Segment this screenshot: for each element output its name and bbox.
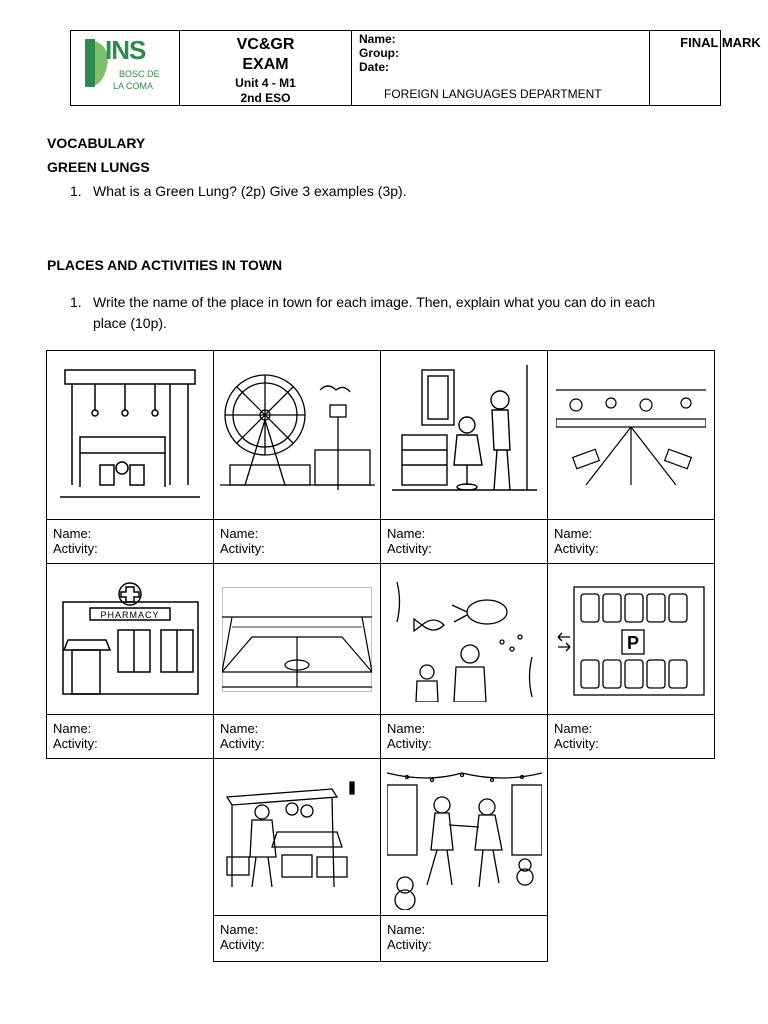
ice-skating-icon	[387, 765, 542, 910]
answer-cell	[380, 915, 548, 962]
image-cafe	[46, 350, 214, 520]
activity-field-label: Activity:	[387, 736, 432, 751]
name-field-label: Name:	[387, 922, 426, 937]
group-label: Group:	[359, 46, 399, 60]
green-lung-question: What is a Green Lung? (2p) Give 3 examples (3p).	[93, 183, 407, 199]
answer-cell	[213, 519, 381, 564]
logo-line1: BOSC DE	[119, 69, 160, 79]
student-info-box	[352, 31, 650, 105]
answer-cell	[213, 714, 381, 759]
logo-line2: LA COMA	[113, 81, 154, 91]
exam-title-line2: EXAM	[242, 56, 289, 73]
answer-cell	[46, 714, 214, 759]
cafe-icon	[60, 365, 200, 505]
activity-field-label: Activity:	[220, 937, 265, 952]
image-car-park	[547, 563, 715, 715]
q1-number: 1.	[70, 183, 82, 199]
image-pharmacy	[46, 563, 214, 715]
q2-number: 1.	[70, 294, 82, 310]
activity-field-label: Activity:	[387, 541, 432, 556]
pharmacy-sign: PHARMACY	[99, 609, 160, 620]
activity-field-label: Activity:	[554, 736, 599, 751]
final-mark-box	[650, 31, 768, 105]
stadium-icon	[222, 587, 372, 692]
ferris-wheel-icon	[220, 365, 375, 505]
exam-unit: Unit 4 - M1	[235, 76, 296, 90]
aquarium-icon	[392, 577, 537, 702]
activity-field-label: Activity:	[53, 736, 98, 751]
parking-icon	[556, 582, 706, 697]
image-aquarium	[380, 563, 548, 715]
places-question-line2: place (10p).	[93, 315, 167, 331]
activity-field-label: Activity:	[220, 736, 265, 751]
activity-field-label: Activity:	[554, 541, 599, 556]
activity-field-label: Activity:	[387, 937, 432, 952]
date-label: Date:	[359, 60, 390, 74]
market-stall-icon	[222, 777, 372, 897]
places-heading: PLACES AND ACTIVITIES IN TOWN	[47, 257, 283, 273]
exam-title-line1: VC&GR	[236, 36, 295, 53]
image-funfair	[213, 350, 381, 520]
name-field-label: Name:	[220, 526, 259, 541]
image-stadium	[213, 563, 381, 715]
answer-cell	[547, 519, 715, 564]
image-market	[213, 758, 381, 916]
name-field-label: Name:	[220, 922, 259, 937]
hairdresser-icon	[392, 365, 537, 505]
bowling-alley-icon	[556, 385, 706, 485]
image-ice-rink	[380, 758, 548, 916]
school-logo	[71, 31, 180, 105]
answer-cell	[380, 714, 548, 759]
name-field-label: Name:	[53, 721, 92, 736]
answer-cell	[213, 915, 381, 962]
logo-mark: INS	[105, 35, 146, 65]
exam-level: 2nd ESO	[240, 91, 291, 105]
answer-cell	[380, 519, 548, 564]
image-bowling	[547, 350, 715, 520]
name-field-label: Name:	[554, 526, 593, 541]
green-lungs-heading: GREEN LUNGS	[47, 159, 150, 175]
name-label: Name:	[359, 32, 396, 46]
pharmacy-icon	[58, 582, 203, 697]
name-field-label: Name:	[387, 526, 426, 541]
name-field-label: Name:	[53, 526, 92, 541]
exam-header	[70, 30, 761, 106]
final-mark-label: FINAL MARK	[680, 35, 761, 50]
vocabulary-heading: VOCABULARY	[47, 135, 146, 151]
places-question-line1: Write the name of the place in town for each image. Then, explain what you can do in each	[93, 294, 656, 310]
department-label: FOREIGN LANGUAGES DEPARTMENT	[384, 87, 602, 101]
activity-field-label: Activity:	[53, 541, 98, 556]
exam-title-box	[180, 31, 352, 105]
name-field-label: Name:	[220, 721, 259, 736]
parking-sign: P	[626, 632, 640, 653]
activity-field-label: Activity:	[220, 541, 265, 556]
name-field-label: Name:	[387, 721, 426, 736]
name-field-label: Name:	[554, 721, 593, 736]
answer-cell	[547, 714, 715, 759]
answer-cell	[46, 519, 214, 564]
image-hairdresser	[380, 350, 548, 520]
